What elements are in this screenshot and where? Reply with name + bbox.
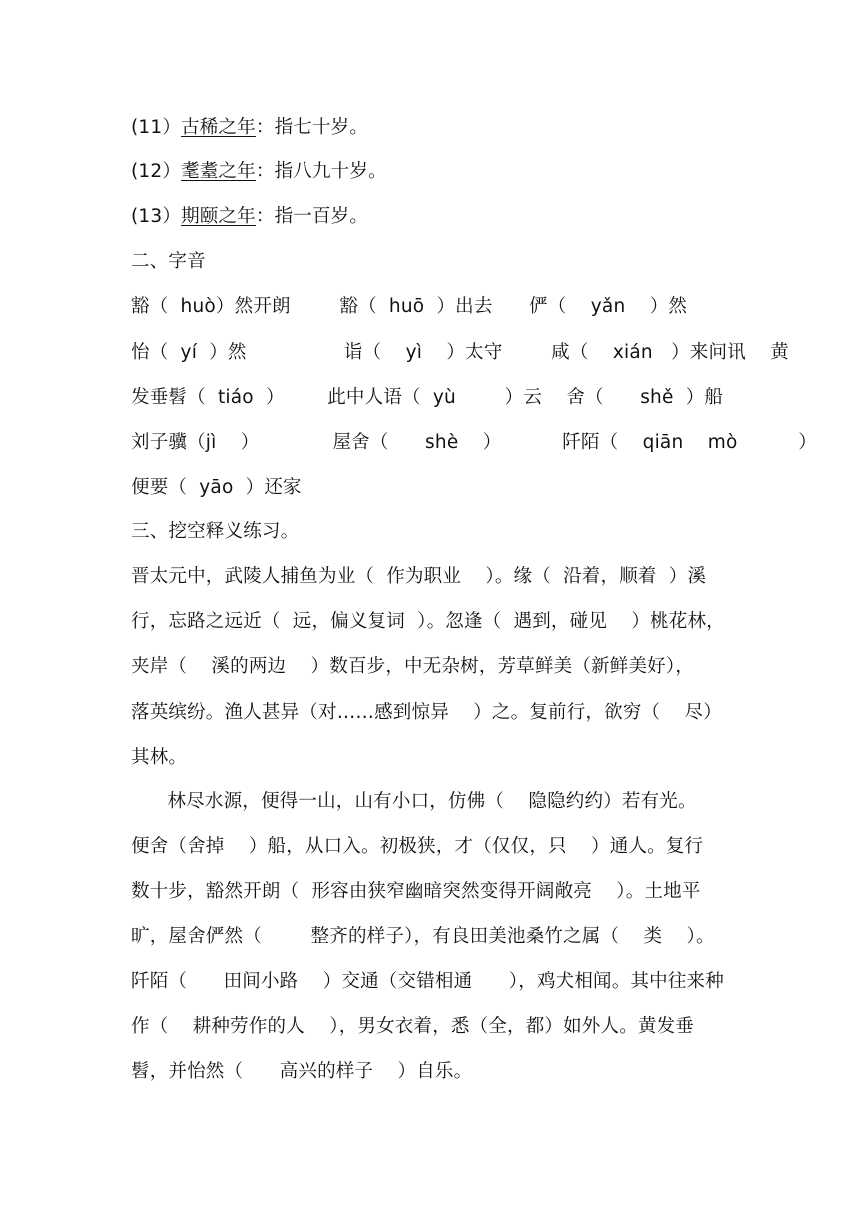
paragraph-2-line: 髫，并怡然（ 高兴的样子 ）自乐。 <box>131 1061 473 1082</box>
term-line-12 <box>131 160 387 184</box>
term-word: 古稀之年 <box>181 117 256 138</box>
section-heading-exercise: 三、挖空释义练习。 <box>131 521 300 542</box>
paragraph-1-line: 行，忘路之远近（ 远，偏义复词 ）。忽逢（ 遇到，碰见 ）桃花林， <box>131 611 725 632</box>
term-word: 耄耋之年 <box>181 161 256 182</box>
term-word: 期颐之年 <box>181 206 256 227</box>
paragraph-2-line: 便舍（舍掉 ）船，从口入。初极狭，才（仅仅，只 ）通人。复行 <box>131 836 704 857</box>
term-line-11 <box>131 116 368 140</box>
pronunciation-line: 豁（ huò）然开朗 豁（ huō ）出去 俨（ yǎn ）然 <box>131 296 688 317</box>
pronunciation-line: 刘子骥（jì ） 屋舍（ shè ） 阡陌（ qiān mò ） <box>131 432 817 453</box>
paragraph-2-line: 作（ 耕种劳作的人 ），男女衣着，悉（全，都）如外人。黄发垂 <box>131 1016 694 1037</box>
paragraph-2-line: 阡陌（ 田间小路 ）交通（交错相通 ），鸡犬相闻。其中往来种 <box>131 971 724 992</box>
term-number: (13） <box>131 206 182 227</box>
section-heading-pronunciation: 二、字音 <box>131 251 206 272</box>
pronunciation-line: 发垂髫（ tiáo ） 此中人语（ yù ）云 舍（ shě ）船 <box>131 387 724 408</box>
pronunciation-line: 怡（ yí ）然 诣（ yì ）太守 咸（ xián ）来问讯 黄 <box>131 342 789 363</box>
term-number: (12） <box>131 161 182 182</box>
paragraph-1-line: 夹岸（ 溪的两边 ）数百步，中无杂树，芳草鲜美（新鲜美好）， <box>131 656 694 677</box>
pronunciation-line: 便要（ yāo ）还家 <box>131 477 302 498</box>
paragraph-1-line: 晋太元中，武陵人捕鱼为业（ 作为职业 ）。缘（ 沿着，顺着 ）溪 <box>131 566 707 587</box>
paragraph-2-line: 数十步，豁然开朗（ 形容由狭窄幽暗突然变得开阔敞亮 ）。土地平 <box>131 881 701 902</box>
paragraph-1-line: 其林。 <box>131 747 188 768</box>
paragraph-2-line: 旷，屋舍俨然（ 整齐的样子），有良田美池桑竹之属（ 类 ）。 <box>131 926 715 947</box>
paragraph-1-line: 落英缤纷。渔人甚异（对……感到惊异 ）之。复前行，欲穷（ 尽） <box>131 702 722 723</box>
term-number: (11） <box>131 117 182 138</box>
term-definition: ：指七十岁。 <box>255 117 369 138</box>
term-definition: ：指一百岁。 <box>255 206 369 227</box>
term-definition: ：指八九十岁。 <box>255 161 387 182</box>
paragraph-2-line: 林尽水源，便得一山，山有小口，仿佛（ 隐隐约约）若有光。 <box>131 791 697 812</box>
term-line-13 <box>131 205 368 229</box>
